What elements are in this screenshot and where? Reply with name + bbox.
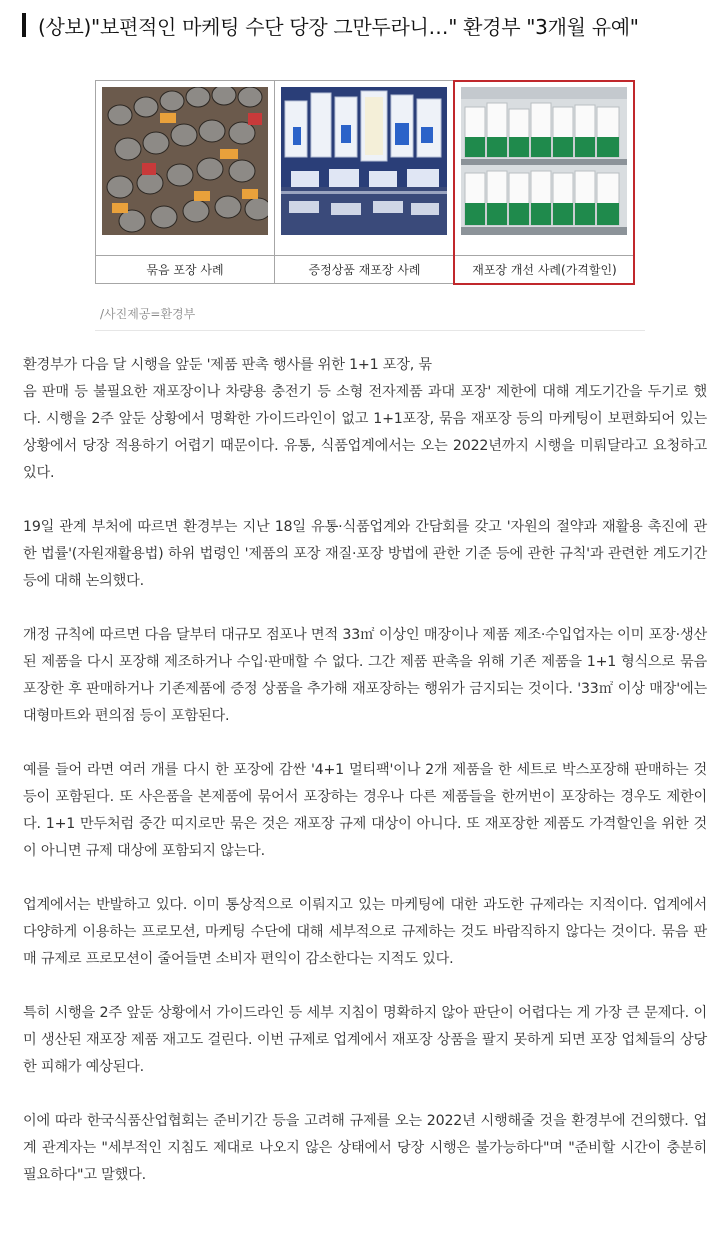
- paragraph-5: 업계에서는 반발하고 있다. 이미 통상적으로 이뤄지고 있는 마케팅에 대한 과도한 규제라는 지적이다. 업계에서 다양하게 이용하는 프로모션, 마케팅 수단에 대해 세부적으로 규제하는 것도 바람직하지 않다는 것이다. 묶음 판매 규제로 프로모션이 줄어들면 소비자 편익이 감소한다는 지적도 있다.: [23, 897, 707, 967]
- photo-cell-gift-repack: [275, 80, 455, 256]
- paragraph-3: 개정 규칙에 따르면 다음 달부터 대규모 점포나 면적 33㎡ 이상인 매장이나 제품 제조·수입업자는 이미 포장·생산된 제품을 다시 포장해 제조하거나 수입·판매할 수 없다. 그간 제품 판촉을 위해 기존 제품을 1+1 형식으로 묶음 포장한 후 판매하거나 기존제품에 증정 상품을 추가해 재포장하는 행위가 금지되는 것이다. '33㎡ 이상 매장'에는 대형마트와 편의점 등이 포함된다.: [23, 627, 707, 724]
- article-headline: [22, 10, 710, 40]
- bundle-packaging-photo: [102, 87, 268, 235]
- photo-credit: /사진제공=환경부: [100, 307, 196, 321]
- paragraph-7: 이에 따라 한국식품산업협회는 준비기간 등을 고려해 규제를 오는 2022년 시행해줄 것을 환경부에 건의했다. 업계 관계자는 "세부적인 지침도 제대로 나오지 않은 상태에서 당장 시행은 불가능하다"며 "준비할 시간이 충분히 필요하다"고 말했다.: [23, 1113, 707, 1183]
- caption-repack-improved: 재포장 개선 사례(가격할인): [455, 256, 635, 284]
- caption-gift-repack: 증정상품 재포장 사례: [275, 256, 455, 284]
- paragraph-2: 19일 관계 부처에 따르면 환경부는 지난 18일 유통·식품업계와 간담회를 갖고 '자원의 절약과 재활용 촉진에 관한 법률'(자원재활용법) 하위 법령인 '제품의 포장 재질·포장 방법에 관한 기준 등에 관한 규칙'과 관련한 계도기간 등에 대해 논의했다.: [23, 519, 707, 589]
- headline-text: (상보)"보편적인 마케팅 수단 당장 그만두라니…" 환경부 "3개월 유예": [38, 14, 639, 39]
- photo-row: [95, 80, 635, 256]
- obscured-word: 포장: [233, 762, 261, 778]
- gift-repack-photo: [281, 87, 448, 235]
- paragraph-1-rest: 음 판매 등 불필요한 재포장이나 차량용 충전기 등 소형 전자제품 과대 포장' 제한에 대해 계도기간을 두기로 했다. 시행을 2주 앞둔 상황에서 명확한 가이드라인이 없고 1+1포장, 묶음 재포장 등의 마케팅이 보편화되어 있는 상황에서 당장 적용하기 어렵기 때문이다. 유통, 식품업계에서는 오는 2022년까지 시행을 미뤄달라고 요청하고 있다.: [23, 384, 707, 481]
- paragraph-4-after: 에 감싼 '4+1 멀티팩'이나 2개 제품을 한 세트로 박스포장해 판매하는 것 등이 포함된다. 또 사은품을 본제품에 묶어서 포장하는 경우나 다른 제품들을 한꺼번이 포장하는 경우도 제한이다. 1+1 만두처럼 중간 띠지로만 묶은 것은 재포장 규제 대상이 아니다. 또 재포장한 제품도 가격할인을 위한 것이 아니면 규제 대상에 포함되지 않는다.: [23, 762, 707, 859]
- photo-figure: [95, 80, 635, 285]
- photo-cell-bundle: [95, 80, 275, 256]
- divider: [95, 330, 645, 331]
- caption-row: [95, 256, 635, 284]
- repack-improved-photo: [461, 87, 628, 235]
- paragraph-6: 특히 시행을 2주 앞둔 상황에서 가이드라인 등 세부 지침이 명확하지 않아 판단이 어렵다는 게 가장 큰 문제다. 이미 생산된 재포장 제품 재고도 걸린다. 이번 규제로 업계에서 재포장 상품을 팔지 못하게 되면 포장 업체들의 상당한 피해가 예상된다.: [23, 1005, 707, 1075]
- paragraph-4: [23, 757, 707, 865]
- paragraph-1: [23, 352, 707, 487]
- article-body: [23, 352, 707, 1189]
- paragraph-1-first-line: 환경부가 다음 달 시행을 앞둔 '제품 판촉 행사를 위한 1+1 포장, 묶: [23, 357, 432, 373]
- headline-marker: [22, 13, 26, 37]
- caption-bundle: 묶음 포장 사례: [95, 256, 275, 284]
- paragraph-4-before: 예를 들어 라면 여러 개를 다시 한: [23, 762, 234, 778]
- photo-cell-repack-improved: [455, 80, 635, 256]
